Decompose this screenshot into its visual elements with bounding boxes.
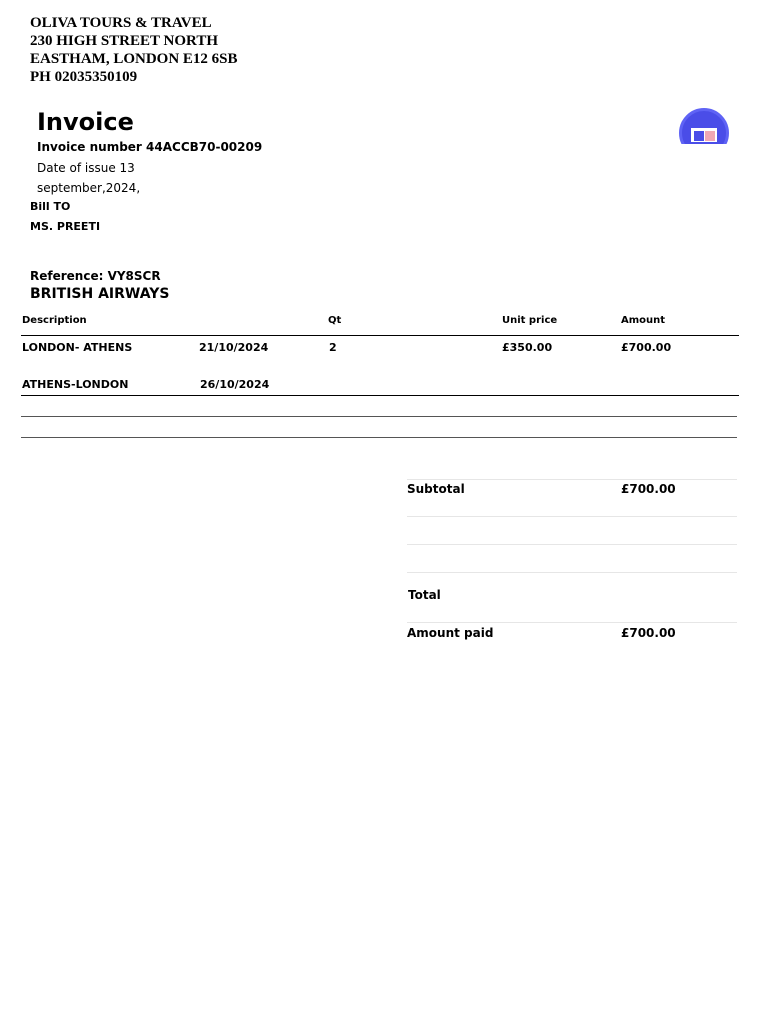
issue-date-line2: september,2024, <box>37 181 141 195</box>
row-date: 26/10/2024 <box>200 378 270 391</box>
invoice-title: Invoice <box>37 108 134 136</box>
summary-divider <box>407 572 737 573</box>
bill-to-label: Bill TO <box>30 200 71 213</box>
company-header <box>30 14 238 86</box>
amount-paid-label: Amount paid <box>407 626 494 640</box>
subtotal-value: £700.00 <box>621 482 676 496</box>
row-amount: £700.00 <box>621 341 672 354</box>
company-address-line2: EASTHAM, LONDON E12 6SB <box>30 51 238 67</box>
summary-divider <box>407 516 737 517</box>
column-header-amount: Amount <box>621 315 666 326</box>
summary-divider <box>407 544 737 545</box>
total-label: Total <box>408 588 441 602</box>
airline-name: BRITISH AIRWAYS <box>30 286 170 302</box>
invoice-number: Invoice number 44ACCB70-00209 <box>37 140 263 154</box>
summary-divider <box>407 622 737 623</box>
customer-name: MS. PREETI <box>30 220 101 233</box>
company-name: OLIVA TOURS & TRAVEL <box>30 15 212 31</box>
monitor-icon <box>691 128 717 142</box>
row-date: 21/10/2024 <box>199 341 269 354</box>
table-divider <box>21 416 737 417</box>
company-address-line1: 230 HIGH STREET NORTH <box>30 33 218 49</box>
summary-divider <box>407 479 737 480</box>
row-description: LONDON- ATHENS <box>22 341 133 354</box>
row-description: ATHENS-LONDON <box>22 378 129 391</box>
company-logo-icon <box>679 108 731 144</box>
company-phone: PH 02035350109 <box>30 69 138 85</box>
booking-reference: Reference: VY8SCR <box>30 269 161 283</box>
table-header-divider <box>21 335 739 336</box>
row-unit-price: £350.00 <box>502 341 553 354</box>
row-qty: 2 <box>329 341 337 354</box>
issue-date <box>37 158 140 198</box>
column-header-qty: Qt <box>328 315 342 326</box>
table-divider <box>21 395 739 396</box>
column-header-description: Description <box>22 315 87 326</box>
table-divider <box>21 437 737 438</box>
issue-date-line1: Date of issue 13 <box>37 161 135 175</box>
subtotal-label: Subtotal <box>407 482 465 496</box>
column-header-unit-price: Unit price <box>502 315 558 326</box>
amount-paid-value: £700.00 <box>621 626 676 640</box>
